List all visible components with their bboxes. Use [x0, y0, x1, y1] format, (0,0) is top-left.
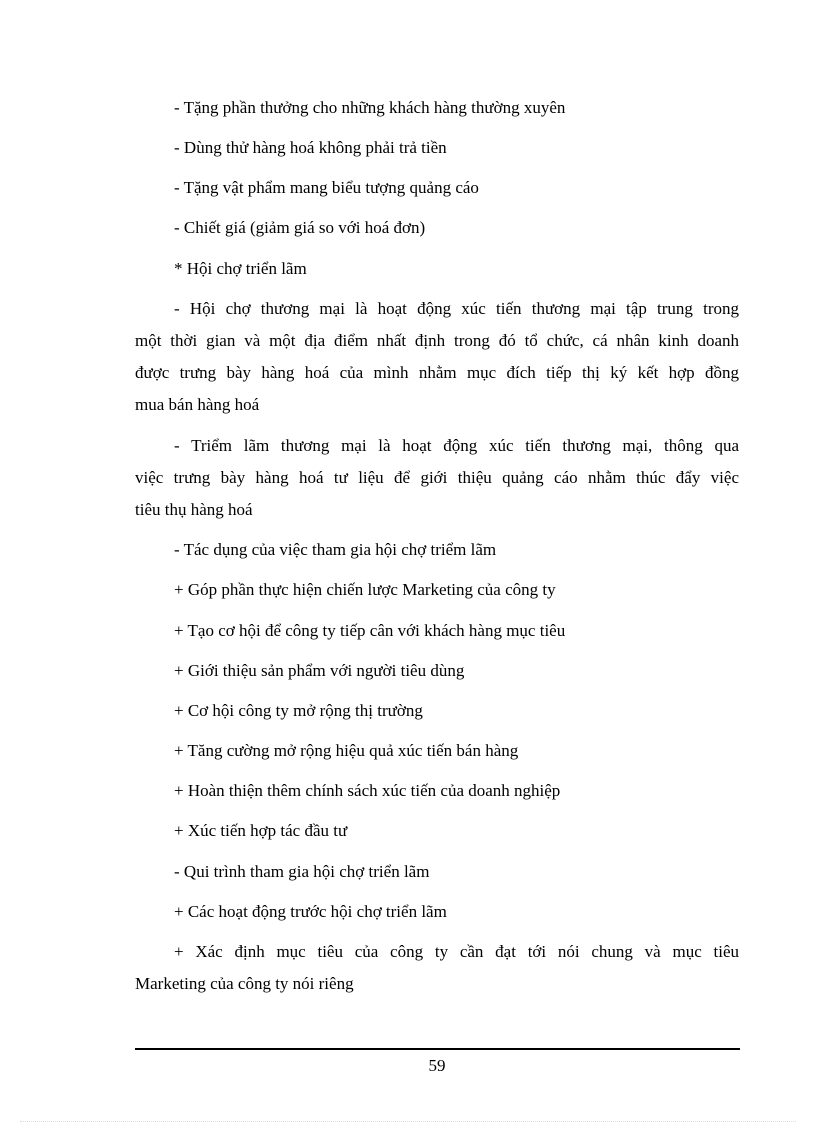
list-item: + Góp phần thực hiện chiến lược Marketing của công ty: [174, 580, 556, 599]
paragraph-line: việc trưng bày hàng hoá tư liệu để giới thiệu quảng cáo nhằm thúc đẩy việc: [135, 468, 739, 487]
list-item: + Giới thiệu sản phẩm với người tiêu dùng: [174, 661, 465, 680]
paragraph-line: Marketing của công ty nói riêng: [135, 974, 354, 993]
paragraph-line: - Triểm lãm thương mại là hoạt động xúc tiến thương mại, thông qua: [174, 436, 739, 455]
paragraph-line: một thời gian và một địa điểm nhất định trong đó tổ chức, cá nhân kinh doanh: [135, 331, 739, 350]
paragraph-line: - Hội chợ thương mại là hoạt động xúc tiến thương mại tập trung trong: [174, 299, 739, 318]
list-item: + Các hoạt động trước hội chợ triển lãm: [174, 902, 447, 921]
paragraph-line: tiêu thụ hàng hoá: [135, 500, 253, 519]
text-line: - Tặng vật phẩm mang biểu tượng quảng cáo: [174, 178, 479, 197]
text-line: - Tác dụng của việc tham gia hội chợ triểm lãm: [174, 540, 497, 559]
text-line: - Dùng thử hàng hoá không phải trả tiền: [174, 138, 447, 157]
paragraph-line: được trưng bày hàng hoá của mình nhằm mục đích tiếp thị ký kết hợp đồng: [135, 363, 739, 382]
list-item: + Tăng cường mở rộng hiệu quả xúc tiến bán hàng: [174, 741, 519, 760]
text-line: - Qui trình tham gia hội chợ triển lãm: [174, 862, 430, 881]
list-item: + Hoàn thiện thêm chính sách xúc tiến của doanh nghiệp: [174, 781, 561, 800]
text-line: - Chiết giá (giảm giá so với hoá đơn): [174, 218, 426, 237]
list-item: + Xúc tiến hợp tác đầu tư: [174, 821, 348, 840]
paragraph-line: mua bán hàng hoá: [135, 395, 260, 414]
page-bottom-border: [20, 1121, 796, 1122]
footer-divider: [135, 1048, 740, 1050]
list-item: + Cơ hội công ty mở rộng thị trường: [174, 701, 423, 720]
section-heading: * Hội chợ triển lãm: [174, 259, 307, 278]
text-line: - Tặng phần thưởng cho những khách hàng thường xuyên: [174, 98, 566, 117]
page-number: 59: [428, 1056, 446, 1075]
list-item: + Tạo cơ hội để công ty tiếp cân với khách hàng mục tiêu: [174, 621, 566, 640]
paragraph-line: + Xác định mục tiêu của công ty cần đạt tới nói chung và mục tiêu: [174, 942, 739, 961]
